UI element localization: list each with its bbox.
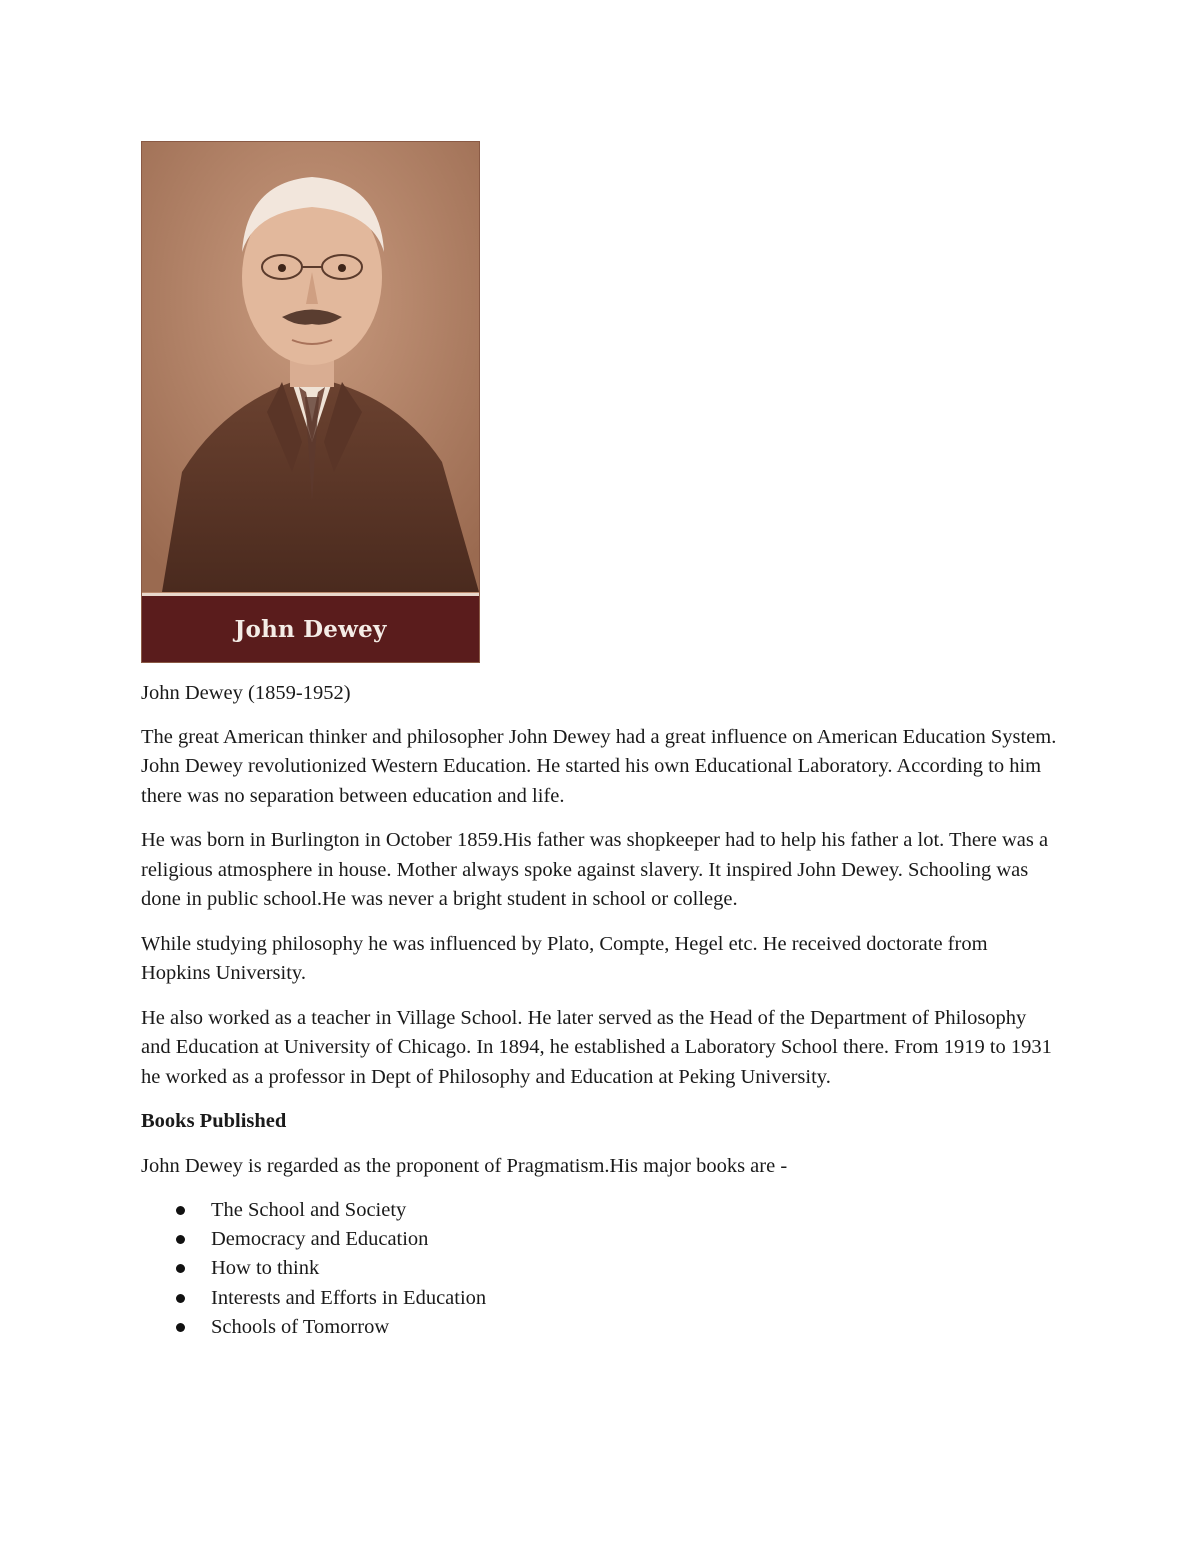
books-heading: Books Published (141, 1110, 287, 1132)
bullet-icon (176, 1323, 185, 1332)
list-item (141, 1196, 1059, 1225)
bullet-icon (176, 1264, 185, 1273)
books-intro: John Dewey is regarded as the proponent of Pragmatism.His major books are - (141, 1154, 788, 1177)
list-item-text: Schools of Tomorrow (211, 1315, 390, 1338)
list-item-text: How to think (211, 1257, 320, 1280)
portrait-caption-band (142, 593, 479, 662)
list-item (141, 1313, 1059, 1342)
bullet-icon (176, 1206, 185, 1215)
list-item-text: The School and Society (211, 1199, 407, 1221)
name-line: John Dewey (1859-1952) (141, 682, 351, 704)
list-item (141, 1284, 1059, 1313)
portrait-image (141, 141, 480, 663)
books-list (141, 1196, 1059, 1342)
list-item-text: Interests and Efforts in Education (211, 1286, 487, 1309)
bullet-icon (176, 1235, 185, 1244)
paragraph-work: He also worked as a teacher in Village School. He later served as the Head of the Department of Philosophy and Education at University of Chicago. In 1894, he established a Laboratory School there. From 1919 to 1931 he worked as a professor in Dept of Philosophy and Education at Peking University. (141, 1006, 1052, 1088)
list-item-text: Democracy and Education (211, 1228, 429, 1251)
list-item (141, 1254, 1059, 1283)
paragraph-born: He was born in Burlington in October 1859.His father was shopkeeper had to help his father a lot. There was a religious atmosphere in house. Mother always spoke against slavery. It inspired John Dewey. Schooling was done in public school.He was never a bright student in school or college. (141, 829, 1049, 910)
document-page (141, 141, 1059, 1342)
bullet-icon (176, 1294, 185, 1303)
paragraph-intro: The great American thinker and philosopher John Dewey had a great influence on American Education System. John Dewey revolutionized Western Education. He started his own Educational Laboratory. According to him there was no separation between education and life. (141, 725, 1057, 807)
paragraph-study: While studying philosophy he was influenced by Plato, Compte, Hegel etc. He received doctorate from Hopkins University. (141, 932, 988, 984)
list-item (141, 1225, 1059, 1254)
portrait-caption: John Dewey (234, 615, 387, 643)
portrait-photo (142, 142, 479, 592)
